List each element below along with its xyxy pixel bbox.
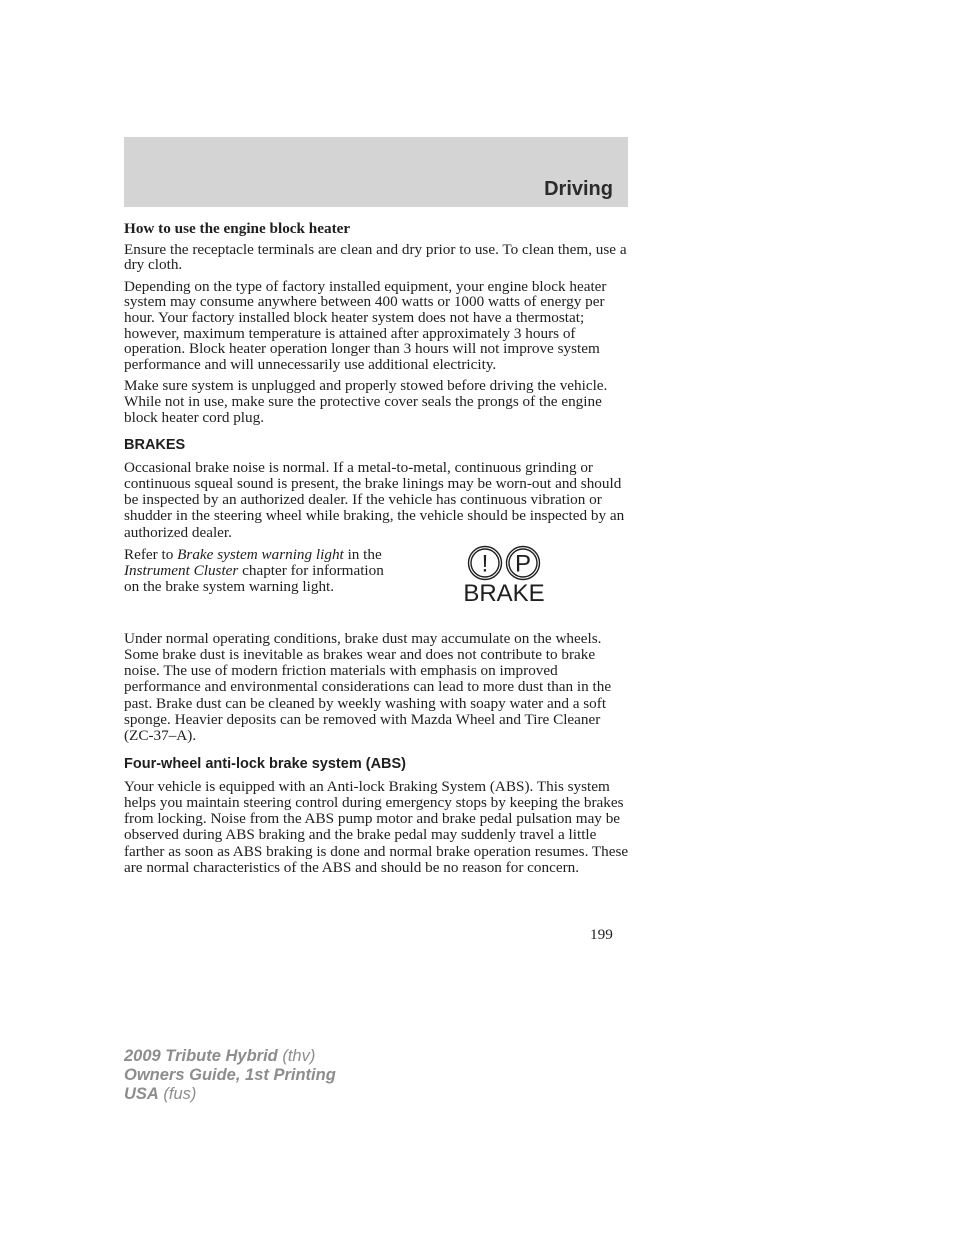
brake-warning-reference <box>124 547 386 596</box>
footer-model: 2009 Tribute Hybrid <box>124 1047 278 1065</box>
section-title: Driving <box>544 178 613 200</box>
block-heater-paragraph-1: Ensure the receptacle terminals are clean and dry prior to use. To clean them, use a dry cloth. <box>124 240 627 274</box>
brake-warning-icon <box>451 545 561 607</box>
parking-glyph: P <box>514 550 532 578</box>
document-footer <box>124 1047 336 1104</box>
block-heater-paragraph-3: Make sure system is unplugged and properly stowed before driving the vehicle. While not in use, make sure the protective cover seals the prongs of the engine block heater cord plug. <box>124 377 608 426</box>
refer-prefix: Refer to <box>124 545 178 563</box>
block-heater-heading: How to use the engine block heater <box>124 220 351 237</box>
footer-line-1 <box>124 1047 336 1066</box>
block-heater-paragraph-2: Depending on the type of factory installed equipment, your engine block heater system may consume anywhere between 400 watts or 1000 watts of energy per hour. Your factory installed block heater system does not have a thermostat; however, maximum temperature is attained after approximately 3 hours of operation. Block heater operation longer than 3 hours will not improve system performance and will unnecessarily use additional electricity. <box>124 277 607 373</box>
footer-market-code: (fus) <box>158 1085 197 1103</box>
brake-warning-row <box>124 547 630 625</box>
footer-guide: Owners Guide, 1st Printing <box>124 1066 336 1084</box>
exclaim-glyph: ! <box>481 550 489 578</box>
footer-model-code: (thv) <box>277 1047 316 1065</box>
footer-line-2 <box>124 1066 336 1085</box>
brake-label: BRAKE <box>463 579 545 607</box>
page-number: 199 <box>590 926 613 943</box>
abs-paragraph-1: Your vehicle is equipped with an Anti-lock Braking System (ABS). This system helps you maintain steering control during emergency stops by keeping the brakes from locking. Noise from the ABS pump motor and brake pedal pulsation may be observed during ABS braking and the brake pedal may suddenly travel a little farther as soon as ABS braking is done and normal brake operation resumes. These are normal characteristics of the ABS and should be no reason for concern. <box>124 777 629 876</box>
abs-heading: Four-wheel anti-lock brake system (ABS) <box>124 756 407 773</box>
refer-suffix: chapter for information on the brake system warning light. <box>124 561 384 596</box>
page-content <box>124 221 630 882</box>
refer-mid: in the <box>343 545 382 563</box>
brakes-heading: BRAKES <box>124 437 186 454</box>
brakes-paragraph-1: Occasional brake noise is normal. If a metal-to-metal, continuous grinding or continuous squeal sound is present, the brake linings may be worn-out and should be inspected by an authorized dealer. If the vehicle has continuous vibration or shudder in the steering wheel while braking, the vehicle should be inspected by an authorized dealer. <box>124 458 625 541</box>
refer-brake-light-link-text: Brake system warning light <box>177 545 344 563</box>
footer-market: USA <box>124 1085 159 1103</box>
brakes-paragraph-2: Under normal operating conditions, brake dust may accumulate on the wheels. Some brake dust is inevitable as brakes wear and does not contribute to brake noise. The use of modern friction materials with emphasis on improved performance and environmental considerations can lead to more dust than in the past. Brake dust can be cleaned by weekly washing with soapy water and a soft sponge. Heavier deposits can be removed with Mazda Wheel and Tire Cleaner (ZC-37–A). <box>124 629 612 744</box>
section-header-bar <box>124 137 628 207</box>
footer-line-3 <box>124 1085 336 1104</box>
refer-instrument-cluster-text: Instrument Cluster <box>124 561 239 579</box>
